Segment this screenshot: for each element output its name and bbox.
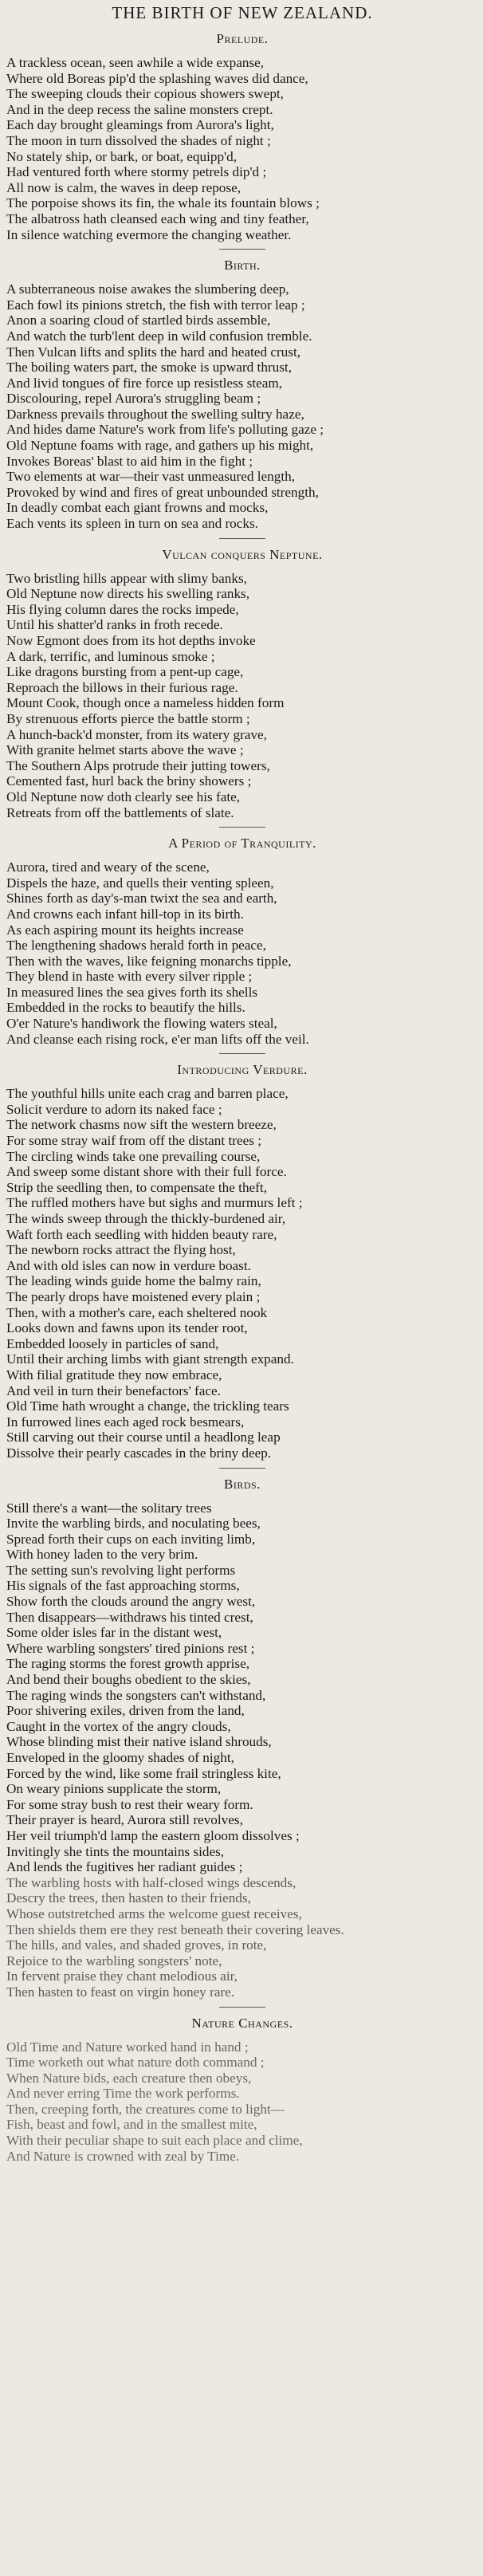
verse-line: Whose outstretched arms the welcome guest receives,: [6, 1905, 302, 1921]
verse-line: In measured lines the sea gives forth its shells: [6, 984, 258, 1000]
stanza: [6, 859, 478, 1047]
poem-section: [6, 258, 478, 532]
verse-line: Enveloped in the gloomy shades of night,: [6, 1750, 234, 1765]
verse-line: The porpoise shows its fin, the whale its fountain blows ;: [6, 195, 320, 211]
verse-line: And hides dame Nature's work from life's polluting gaze ;: [6, 422, 324, 438]
verse-line: His signals of the fast approaching storms,: [6, 1578, 240, 1594]
verse-line: Invitingly she tints the mountains sides,: [6, 1843, 225, 1859]
stanza: [6, 2039, 478, 2165]
verse-line: Old Neptune now directs his swelling ranks,: [6, 586, 250, 602]
verse-line: And cleanse each rising rock, e'er man lifts off the veil.: [6, 1031, 309, 1047]
verse-line: And livid tongues of fire force up resistless steam,: [6, 375, 283, 391]
verse-line: Then hasten to feast on virgin honey rare.: [6, 1984, 235, 2000]
verse-line: And watch the turb'lent deep in wild confusion tremble.: [6, 328, 312, 344]
verse-line: Cemented fast, hurl back the briny showers ;: [6, 773, 252, 789]
section-divider: [219, 827, 265, 828]
verse-line: The ruffled mothers have but sighs and murmurs left ;: [6, 1195, 303, 1211]
verse-line: Still carving out their course until a headlong leap: [6, 1430, 281, 1445]
verse-line: Anon a soaring cloud of startled birds assemble,: [6, 313, 271, 328]
verse-line: The boiling waters part, the smoke is upward thrust,: [6, 360, 293, 376]
verse-line: A dark, terrific, and luminous smoke ;: [6, 648, 215, 664]
verse-line: O'er Nature's handiwork the flowing waters steal,: [6, 1016, 277, 1032]
verse-line: Fish, beast and fowl, and in the smallest mite,: [6, 2117, 257, 2133]
verse-line: And sweep some distant shore with their full force.: [6, 1164, 287, 1180]
verse-line: Then disappears—withdraws his tinted crest,: [6, 1609, 253, 1625]
section-divider: [219, 249, 265, 250]
section-heading: Nature Changes.: [191, 2015, 293, 2031]
verse-line: Where old Boreas pip'd the splashing waves did dance,: [6, 70, 308, 86]
verse-line: Each day brought gleamings from Aurora's light,: [6, 117, 274, 133]
verse-line: All now is calm, the waves in deep repose,: [6, 179, 242, 195]
section-heading: Introducing Verdure.: [177, 1062, 308, 1078]
verse-line: The raging storms the forest growth apprise,: [6, 1656, 250, 1672]
verse-line: Then, creeping forth, the creatures come to light—: [6, 2101, 285, 2117]
poem-section: [6, 31, 478, 242]
verse-line: Two bristling hills appear with slimy banks,: [6, 570, 247, 586]
verse-line: Shines forth as day's-man twixt the sea and earth,: [6, 891, 277, 907]
verse-line: For some stray bush to rest their weary form.: [6, 1796, 253, 1812]
verse-line: The raging winds the songsters can't withstand,: [6, 1687, 266, 1703]
verse-line: Poor shivering exiles, driven from the land,: [6, 1703, 245, 1719]
verse-line: The leading winds guide home the balmy rain,: [6, 1273, 261, 1289]
verse-line: His flying column dares the rocks impede,: [6, 601, 239, 617]
verse-line: And bend their boughs obedient to the skies,: [6, 1672, 251, 1688]
verse-line: Her veil triumph'd lamp the eastern gloom dissolves ;: [6, 1827, 300, 1843]
verse-line: A hunch-back'd monster, from its watery grave,: [6, 726, 267, 742]
section-heading: Prelude.: [216, 31, 269, 46]
verse-line: With honey laden to the very brim.: [6, 1547, 198, 1563]
verse-line: By strenuous efforts pierce the battle storm ;: [6, 710, 250, 726]
verse-line: And veil in turn their benefactors' face.: [6, 1382, 221, 1398]
section-divider: [219, 2007, 265, 2008]
verse-line: Embedded loosely in particles of sand,: [6, 1335, 219, 1351]
verse-line: With filial gratitude they now embrace,: [6, 1367, 222, 1382]
verse-line: Provoked by wind and fires of great unbounded strength,: [6, 484, 319, 500]
section-heading: Vulcan conquers Neptune.: [162, 546, 323, 562]
verse-line: A trackless ocean, seen awhile a wide expanse,: [6, 55, 265, 70]
poem-body: [6, 31, 478, 2164]
poem-section: [6, 2016, 478, 2165]
verse-line: In silence watching evermore the changing weather.: [6, 226, 292, 242]
verse-line: Dispels the haze, and quells their venting spleen,: [6, 875, 274, 891]
verse-line: Looks down and fawns upon its tender root,: [6, 1320, 248, 1336]
verse-line: Strip the seedling then, to compensate the theft,: [6, 1179, 267, 1195]
verse-line: Reproach the billows in their furious rage.: [6, 679, 238, 695]
verse-line: And lends the fugitives her radiant guides ;: [6, 1859, 243, 1875]
verse-line: Dissolve their pearly cascades in the briny deep.: [6, 1445, 272, 1461]
verse-line: Discolouring, repel Aurora's struggling beam ;: [6, 391, 261, 407]
verse-line: The network chasms now sift the western breeze,: [6, 1117, 277, 1133]
verse-line: And never erring Time the work performs.: [6, 2086, 240, 2102]
verse-line: Time worketh out what nature doth command ;: [6, 2055, 265, 2071]
verse-line: And Nature is crowned with zeal by Time.: [6, 2148, 240, 2164]
section-divider: [219, 1053, 265, 1054]
verse-line: No stately ship, or bark, or boat, equipp'd,: [6, 148, 238, 164]
verse-line: Caught in the vortex of the angry clouds,: [6, 1718, 231, 1734]
verse-line: With granite helmet starts above the wave ;: [6, 742, 244, 758]
verse-line: Old Neptune foams with rage, and gathers up his might,: [6, 438, 314, 454]
verse-line: Old Neptune now doth clearly see his fate,: [6, 789, 241, 804]
verse-line: The moon in turn dissolved the shades of night ;: [6, 132, 271, 148]
verse-line: Old Time and Nature worked hand in hand ;: [6, 2039, 249, 2055]
verse-line: Where warbling songsters' tired pinions rest ;: [6, 1640, 255, 1656]
verse-line: Forced by the wind, like some frail stringless kite,: [6, 1765, 281, 1781]
verse-line: Invite the warbling birds, and noculating bees,: [6, 1516, 261, 1532]
verse-line: Invokes Boreas' blast to aid him in the fight ;: [6, 453, 253, 469]
verse-line: Show forth the clouds around the angry west,: [6, 1594, 256, 1610]
section-divider: [219, 1468, 265, 1469]
verse-line: Their prayer is heard, Aurora still revolves,: [6, 1812, 243, 1828]
verse-line: Darkness prevails throughout the swelling sultry haze,: [6, 406, 304, 422]
poem-title: THE BIRTH OF NEW ZEALAND.: [112, 3, 373, 22]
stanza: [6, 571, 478, 821]
verse-line: The youthful hills unite each crag and barren place,: [6, 1086, 289, 1102]
verse-line: The Southern Alps protrude their jutting towers,: [6, 757, 270, 773]
section-heading: Birds.: [224, 1476, 261, 1492]
verse-line: A subterraneous noise awakes the slumbering deep,: [6, 281, 289, 297]
verse-line: The setting sun's revolving light performs: [6, 1562, 236, 1578]
section-heading: A Period of Tranquility.: [168, 836, 316, 851]
verse-line: Then shields them ere they rest beneath their covering leaves.: [6, 1921, 344, 1937]
verse-line: The warbling hosts with half-closed wings descends,: [6, 1874, 296, 1890]
verse-line: Old Time hath wrought a change, the trickling tears: [6, 1398, 289, 1414]
section-heading: Birth.: [224, 258, 261, 273]
poem-section: [6, 1477, 478, 2000]
verse-line: Some older isles far in the distant west,: [6, 1625, 222, 1641]
stanza: [6, 1500, 478, 2000]
verse-line: Two elements at war—their vast unmeasured length,: [6, 469, 296, 485]
verse-line: Now Egmont does from its hot depths invoke: [6, 633, 256, 648]
stanza: [6, 1086, 478, 1461]
verse-line: Retreats from off the battlements of slate.: [6, 804, 234, 820]
verse-line: The lengthening shadows herald forth in peace,: [6, 938, 266, 954]
verse-line: Rejoice to the warbling songsters' note,: [6, 1953, 222, 1968]
section-divider: [219, 538, 265, 539]
verse-line: They blend in haste with every silver ripple ;: [6, 969, 253, 985]
verse-line: In furrowed lines each aged rock besmears,: [6, 1414, 245, 1430]
verse-line: Like dragons bursting from a pent-up cage,: [6, 664, 244, 680]
verse-line: Embedded in the rocks to beautify the hills.: [6, 1000, 245, 1016]
verse-line: Then with the waves, like feigning monarchs tipple,: [6, 953, 292, 969]
verse-line: The hills, and vales, and shaded groves, in rote,: [6, 1937, 267, 1953]
verse-line: The newborn rocks attract the flying host,: [6, 1242, 236, 1258]
verse-line: The sweeping clouds their copious showers swept,: [6, 86, 284, 102]
verse-line: Then, with a mother's care, each sheltered nook: [6, 1304, 268, 1320]
verse-line: Each vents its spleen in turn on sea and rocks.: [6, 516, 258, 532]
verse-line: And in the deep recess the saline monsters crept.: [6, 101, 273, 117]
verse-line: When Nature bids, each creature then obeys,: [6, 2070, 252, 2086]
verse-line: Waft forth each seedling with hidden beauty rare,: [6, 1226, 277, 1242]
verse-line: In fervent praise they chant melodious air,: [6, 1968, 238, 1984]
verse-line: Descry the trees, then hasten to their friends,: [6, 1890, 251, 1906]
verse-line: Aurora, tired and weary of the scene,: [6, 859, 210, 875]
poem-section: [6, 1062, 478, 1461]
verse-line: Until his shatter'd ranks in froth recede.: [6, 617, 223, 633]
verse-line: Each fowl its pinions stretch, the fish with terror leap ;: [6, 297, 305, 313]
verse-line: For some stray waif from off the distant trees ;: [6, 1133, 261, 1149]
verse-line: With their peculiar shape to suit each place and clime,: [6, 2133, 303, 2149]
verse-line: And with old isles can now in verdure boast.: [6, 1257, 251, 1273]
verse-line: Spread forth their cups on each inviting limb,: [6, 1531, 256, 1547]
stanza: [6, 281, 478, 532]
verse-line: The albatross hath cleansed each wing and tiny feather,: [6, 210, 309, 226]
verse-line: As each aspiring mount its heights increase: [6, 922, 244, 938]
poem-section: [6, 836, 478, 1047]
verse-line: Whose blinding mist their native island shrouds,: [6, 1734, 272, 1750]
verse-line: And crowns each infant hill-top in its birth.: [6, 906, 244, 922]
stanza: [6, 55, 478, 242]
verse-line: Mount Cook, though once a nameless hidden form: [6, 695, 285, 711]
verse-line: On weary pinions supplicate the storm,: [6, 1781, 222, 1797]
verse-line: Still there's a want—the solitary trees: [6, 1500, 212, 1516]
verse-line: Then Vulcan lifts and splits the hard and heated crust,: [6, 344, 301, 360]
verse-line: Until their arching limbs with giant strength expand.: [6, 1351, 294, 1367]
verse-line: In deadly combat each giant frowns and mocks,: [6, 500, 269, 516]
verse-line: The circling winds take one prevailing course,: [6, 1148, 261, 1164]
poem-section: [6, 547, 478, 821]
verse-line: Had ventured forth where stormy petrels dip'd ;: [6, 164, 267, 180]
verse-line: Solicit verdure to adorn its naked face ;: [6, 1101, 222, 1117]
verse-line: The pearly drops have moistened every plain ;: [6, 1288, 261, 1304]
verse-line: The winds sweep through the thickly-burdened air,: [6, 1211, 286, 1226]
